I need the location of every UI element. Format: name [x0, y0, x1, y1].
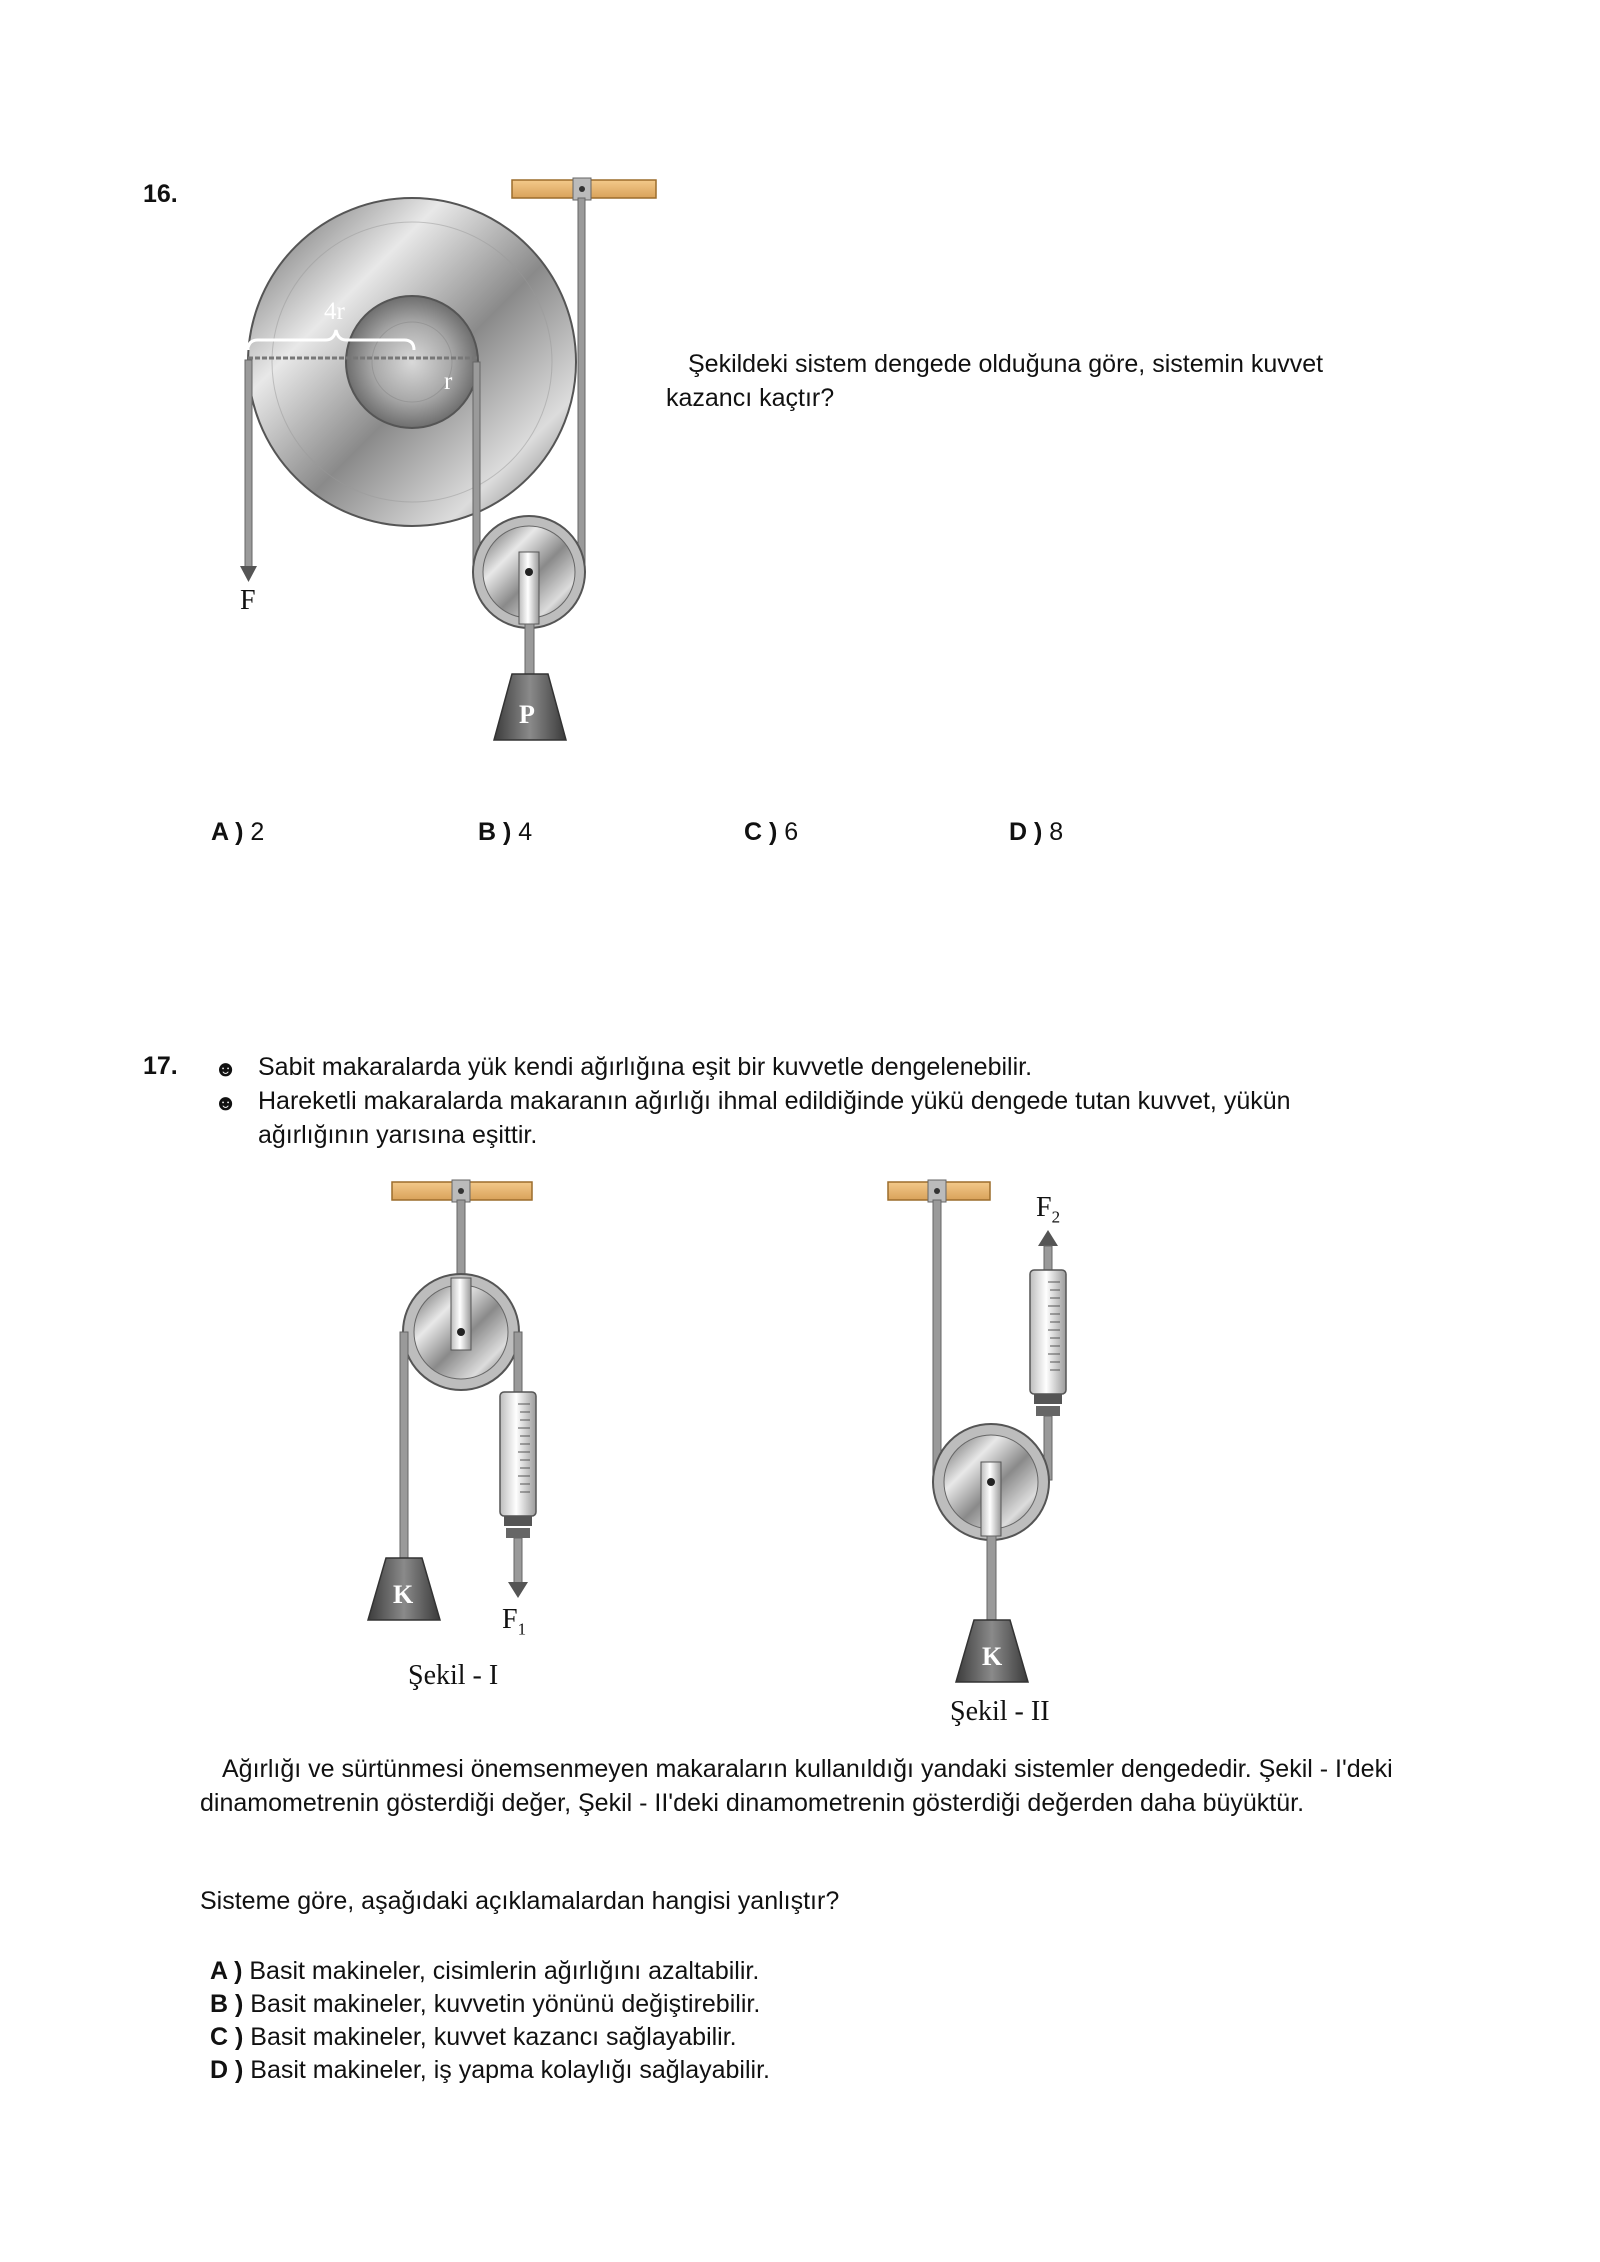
label-force-f: F: [240, 585, 256, 616]
fig2-caption: Şekil - II: [950, 1696, 1050, 1727]
question-16-number: 16.: [143, 180, 178, 208]
question-17-number: 17.: [143, 1052, 178, 1080]
label-4r: 4r: [324, 298, 345, 325]
q17-option-b[interactable]: [210, 1990, 760, 2019]
bullet-icon: ☻: [214, 1090, 238, 1115]
option-letter: B ): [210, 1990, 244, 2018]
option-letter: D ): [1009, 818, 1043, 846]
fig1-caption: Şekil - I: [408, 1660, 499, 1691]
force-subscript: 2: [1051, 1207, 1061, 1227]
option-text: Basit makineler, iş yapma kolaylığı sağlayabilir.: [250, 2056, 770, 2084]
q17-option-a[interactable]: [210, 1957, 759, 1986]
fig1-label-k: K: [393, 1580, 414, 1609]
label-weight-p: P: [519, 700, 535, 729]
q17-option-c[interactable]: [210, 2023, 737, 2052]
force-label: F: [1036, 1192, 1052, 1223]
option-text: Basit makineler, kuvvet kazancı sağlayabilir.: [250, 2023, 737, 2051]
option-letter: D ): [210, 2056, 244, 2084]
rope: [514, 1332, 522, 1392]
option-text: 6: [784, 818, 799, 846]
option-letter: A ): [210, 1957, 243, 1985]
option-letter: B ): [478, 818, 512, 846]
q17-paragraph: Ağırlığı ve sürtünmesi önemsenmeyen makaraların kullanıldığı yandaki sistemler dengededir. Şekil - I'deki dinamometrenin gösterdiği değer, Şekil - II'deki dinamometrenin gösterdiği değerden daha büyüktür.: [200, 1755, 1393, 1817]
dynamometer: [1030, 1270, 1066, 1394]
q17-question: Sisteme göre, aşağıdaki açıklamalardan hangisi yanlıştır?: [200, 1887, 840, 1915]
rope: [933, 1200, 941, 1480]
fig1-label-f1: [502, 1604, 526, 1640]
fig2-label-f2: [1036, 1192, 1060, 1228]
rope: [987, 1536, 996, 1622]
option-text: 4: [518, 818, 533, 846]
q17-option-d[interactable]: [210, 2056, 770, 2085]
option-letter: C ): [744, 818, 778, 846]
rope: [1044, 1246, 1052, 1270]
rope: [514, 1538, 522, 1584]
option-text: 8: [1049, 818, 1064, 846]
option-letter: A ): [211, 818, 244, 846]
option-text: Basit makineler, cisimlerin ağırlığını azaltabilir.: [249, 1957, 760, 1985]
q17-bullet-2: Hareketli makaralarda makaranın ağırlığı ihmal edildiğinde yükü dengede tutan kuvvet, yükün ağırlığının yarısına eşittir.: [258, 1087, 1291, 1149]
rope: [457, 1200, 465, 1280]
option-text: Basit makineler, kuvvetin yönünü değiştirebilir.: [250, 1990, 761, 2018]
rope: [400, 1332, 408, 1570]
force-subscript: 1: [517, 1619, 527, 1639]
force-arrow: [508, 1582, 528, 1598]
question-16-text: Şekildeki sistem dengede olduğuna göre, sistemin kuvvet kazancı kaçtır?: [666, 350, 1324, 412]
option-text: 2: [250, 818, 265, 846]
q17-bullet-1: Sabit makaralarda yük kendi ağırlığına eşit bir kuvvetle dengelenebilir.: [258, 1053, 1033, 1081]
option-letter: C ): [210, 2023, 244, 2051]
bullet-icon: ☻: [214, 1056, 238, 1081]
fig2-label-k: K: [982, 1642, 1003, 1671]
force-label: F: [502, 1604, 518, 1635]
force-arrow: [1038, 1230, 1058, 1246]
label-r: r: [444, 368, 453, 395]
dynamometer: [500, 1392, 536, 1516]
